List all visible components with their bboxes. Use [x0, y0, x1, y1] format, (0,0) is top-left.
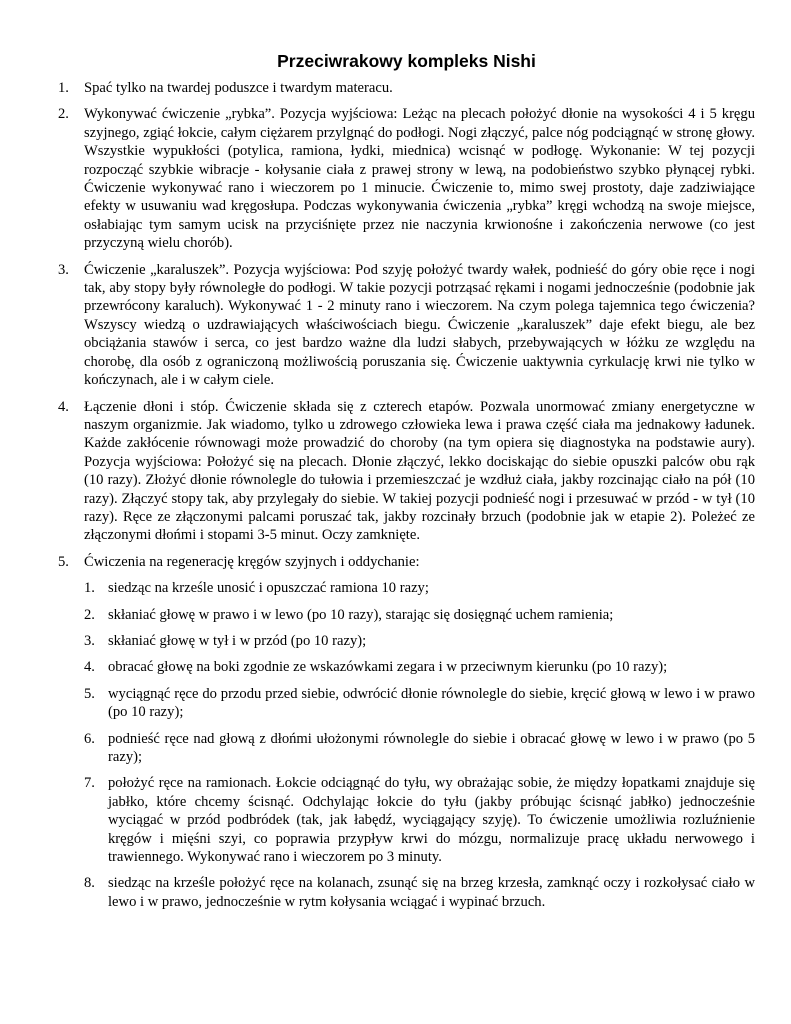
sub-item-text: podnieść ręce nad głową z dłońmi ułożonymi równolegle do siebie i obracać głowę w lewo i w prawo (po 5 razy); [108, 730, 755, 765]
item-number: 3. [58, 261, 69, 278]
sub-list-item [84, 774, 755, 866]
sub-item-number: 3. [84, 632, 95, 649]
item-text: Ćwiczenie „karaluszek”. Pozycja wyjściowa: Pod szyję położyć twardy wałek, podnieść do góry obie ręce i nogi tak, aby stopy były równoległe do podłogi. W takie pozycji potrząsać rękami i nogami jednocześnie (podobnie jak przewrócony karaluch). Wykonywać 1 - 2 minuty rano i wieczorem. Na czym polega tajemnica tego ćwiczenia? Wszyscy wiedzą o uzdrawiających właściwościach biegu. Ćwiczenie „karaluszek” daje efekt biegu, ale bez obciążania stawów i serca, co jest bardzo ważne dla ludzi słabych, przebywających w łóżku ze względu na chorobę, dla osób z ograniczoną możliwością poruszania się. Ćwiczenie uaktywnia cyrkulację krwi nie tylko w kończynach, ale i w całym ciele. [84, 261, 755, 389]
item-number: 2. [58, 106, 69, 123]
document-title: Przeciwrakowy kompleks Nishi [277, 51, 536, 71]
sub-list-item [84, 658, 755, 676]
sub-item-number: 7. [84, 775, 95, 792]
list-item [58, 553, 755, 912]
item-text: Spać tylko na twardej poduszce i twardym materacu. [84, 80, 393, 96]
item-number: 1. [58, 80, 69, 96]
sub-exercise-list [84, 579, 755, 911]
item-text: Wykonywać ćwiczenie „rybka”. Pozycja wyjściowa: Leżąc na plecach położyć dłonie na wysokości 4 i 5 kręgu szyjnego, zgiąć łokcie, całym ciężarem przylgnąć do podłogi. Nogi złączyć, palce nóg podciągnąć w stronę głowy. Wszystkie wypukłości (potylica, ramiona, łydki, miednica) wcisnąć w podłogę. Wykonanie: W tej pozycji rozpocząć szybkie wibracje - kołysanie ciała z prawej strony w lewą, na podobieństwo szybko płynącej rybki. Ćwiczenie wykonywać rano i wieczorem po 1 minucie. Ćwiczenie to, mimo swej prostoty, daje zadziwiające efekty w usuwaniu wad kręgosłupa. Podczas wykonywania ćwiczenia „rybka” kręgi wchodzą na swoje miejsce, osłabiając tym samym ucisk na przyciśnięte przez nie naczynia krwionośne i zakończenia nerwowe (co jest przyczyną wielu chorób). [84, 106, 755, 252]
sub-item-text: obracać głowę na boki zgodnie ze wskazówkami zegara i w przeciwnym kierunku (po 10 razy); [108, 659, 668, 676]
sub-list-item [84, 632, 755, 650]
sub-list-item [84, 579, 755, 597]
list-item [58, 398, 755, 545]
sub-list-item [84, 606, 755, 624]
sub-item-number: 6. [84, 730, 95, 747]
list-item [58, 79, 755, 97]
exercise-list [58, 79, 755, 911]
sub-item-number: 1. [84, 580, 95, 597]
sub-list-item [84, 874, 755, 911]
sub-item-number: 4. [84, 659, 95, 676]
list-item [58, 261, 755, 390]
item-text: Łączenie dłoni i stóp. Ćwiczenie składa się z czterech etapów. Pozwala unormować zmiany energetyczne w naszym organizmie. Jak wiadomo, tylko u zdrowego człowieka lewa i prawa część ciała ma jednakowy ładunek. Każde zakłócenie równowagi może prowadzić do choroby (na tym opiera się diagnostyka na podstawie aury). Pozycja wyjściowa: Położyć się na plecach. Dłonie złączyć, lekko dociskając do siebie opuszki palców obu rąk (10 razy). Złożyć dłonie równolegle do tułowia i przemieszczać je wzdłuż ciała, jakby rozcinając ciało na pół (10 razy). Złączyć stopy tak, aby przylegały do siebie. W takiej pozycji podnieść nogi i przesuwać w przód - w tył (10 razy). Ręce ze złączonymi palcami poruszać tak, jakby rozcinały brzuch (podobnie jak w etapie 2). Poleżeć ze złączonymi dłońmi i stopami 3-5 minut. Oczy zamknięte. [84, 398, 755, 544]
sub-item-text: siedząc na krześle położyć ręce na kolanach, zsunąć się na brzeg krzesła, zamknąć oczy i rozkołysać ciało w lewo i w prawo, jednocześnie w rytm kołysania wciągać i wypinać brzuch. [108, 875, 755, 910]
sub-item-text: położyć ręce na ramionach. Łokcie odciągnąć do tyłu, wy obrażając sobie, że między łopatkami znajduje się jabłko, które chcemy ścisnąć. Odchylając łokcie do tyłu (jakby próbując ścisnąć jabłko) jednocześnie wyciągać w przód podbródek (tak, jak łabędź, wyciągający szyję). To ćwiczenie umożliwia rozluźnienie kręgów i mięśni szyi, co poprawia przypływ krwi do mózgu, normalizuje pracę układu nerwowego i trawiennego. Wykonywać rano i wieczorem po 3 minuty. [108, 775, 755, 866]
item-number: 4. [58, 398, 69, 415]
item-number: 5. [58, 553, 69, 570]
sub-item-text: siedząc na krześle unosić i opuszczać ramiona 10 razy; [108, 580, 429, 597]
sub-item-number: 2. [84, 606, 95, 623]
list-item [58, 105, 755, 252]
sub-item-text: skłaniać głowę w tył i w przód (po 10 razy); [108, 632, 367, 649]
sub-list-item [84, 685, 755, 722]
sub-list-item [84, 730, 755, 767]
sub-item-text: wyciągnąć ręce do przodu przed siebie, odwrócić dłonie równolegle do siebie, kręcić głową w lewo i w prawo (po 10 razy); [108, 685, 755, 721]
item-text: Ćwiczenia na regenerację kręgów szyjnych i oddychanie: [84, 553, 420, 570]
sub-item-text: skłaniać głowę w prawo i w lewo (po 10 razy), starając się dosięgnąć uchem ramienia; [108, 606, 614, 623]
sub-item-number: 8. [84, 875, 95, 892]
sub-item-number: 5. [84, 685, 95, 702]
